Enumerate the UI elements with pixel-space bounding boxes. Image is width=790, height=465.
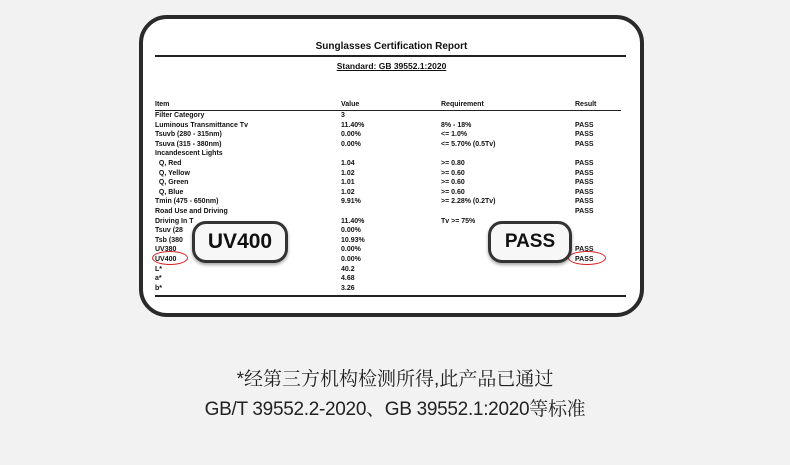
cell-requirement: <= 5.70% (0.5Tv)	[441, 140, 496, 148]
cell-value: 11.40%	[341, 121, 365, 129]
cell-result	[575, 111, 621, 121]
cell-item: Tsuvb (280 - 315nm)	[155, 131, 222, 139]
cell-result: PASS	[575, 169, 594, 177]
cell-requirement: >= 0.80	[441, 159, 465, 167]
report-title: Sunglasses Certification Report	[315, 41, 468, 52]
table-row	[155, 130, 621, 140]
report-standard: Standard: GB 39552.1:2020	[336, 61, 447, 71]
cell-value: 4.68	[341, 275, 355, 283]
cell-item: Driving In T	[155, 217, 194, 225]
table-row	[155, 140, 621, 150]
table-row	[155, 284, 621, 294]
cell-result: PASS	[575, 131, 594, 139]
cell-result	[575, 217, 621, 227]
cell-value: 1.01	[341, 179, 355, 187]
header-result: Result	[575, 100, 621, 111]
cell-value	[341, 207, 441, 217]
header-value: Value	[341, 100, 441, 111]
cell-result	[575, 149, 621, 159]
cell-requirement: >= 0.60	[441, 169, 465, 177]
cell-requirement: >= 2.28% (0.2Tv)	[441, 198, 496, 206]
cell-value: 0.00%	[341, 255, 361, 263]
cell-item: Tsuv (28	[155, 227, 183, 235]
cell-item: Q, Red	[155, 159, 182, 167]
cell-requirement	[441, 207, 575, 217]
cell-requirement	[441, 265, 575, 275]
cell-item: Incandescent Lights	[155, 150, 223, 158]
cell-requirement: >= 0.60	[441, 188, 465, 196]
cell-requirement: Tv >= 75%	[441, 217, 476, 225]
table-row	[155, 149, 621, 159]
cell-value: 0.00%	[341, 140, 361, 148]
table-row	[155, 121, 621, 131]
cell-result: PASS	[575, 246, 594, 254]
table-row	[155, 188, 621, 198]
cell-item: Tsb (380	[155, 236, 183, 244]
cell-requirement: >= 0.60	[441, 179, 465, 187]
cell-value: 11.40%	[341, 217, 365, 225]
table-header-row	[155, 100, 621, 111]
cell-result: PASS	[575, 121, 594, 129]
table-row	[155, 207, 621, 217]
caption-line-1: *经第三方机构检测所得,此产品已通过	[236, 369, 554, 390]
cell-result	[575, 226, 621, 236]
pass-badge: PASS	[488, 221, 572, 263]
cell-value	[341, 149, 441, 159]
cell-item: a*	[155, 275, 162, 283]
cell-item: L*	[155, 265, 162, 273]
cell-result: PASS	[575, 140, 594, 148]
cell-value: 3	[341, 112, 345, 119]
cell-result	[575, 236, 621, 246]
cell-value: 0.00%	[341, 246, 361, 254]
cell-requirement	[441, 111, 575, 121]
cell-result: PASS	[575, 159, 594, 167]
cell-result: PASS	[575, 179, 594, 187]
certification-report-card	[139, 15, 644, 317]
cell-result	[575, 284, 621, 294]
cell-value: 0.00%	[341, 131, 361, 139]
table-row	[155, 178, 621, 188]
cell-value: 1.04	[341, 159, 355, 167]
table-row	[155, 197, 621, 207]
cell-item: Road Use and Driving	[155, 207, 228, 215]
cell-requirement: <= 1.0%	[441, 131, 468, 139]
cell-item: UV400	[155, 255, 177, 263]
cell-result: PASS	[575, 188, 594, 196]
cell-requirement	[441, 274, 575, 284]
uv400-highlight-ring	[152, 251, 188, 265]
table-bottom-divider	[155, 295, 626, 297]
cell-requirement	[441, 284, 575, 294]
table-row	[155, 159, 621, 169]
pass-highlight-ring	[568, 251, 606, 265]
cell-requirement: 8% - 18%	[441, 121, 472, 129]
cell-item: UV380	[155, 246, 177, 254]
cell-value: 1.02	[341, 169, 355, 177]
cell-item: Q, Green	[155, 179, 189, 187]
title-divider	[155, 55, 626, 57]
cell-value: 1.02	[341, 188, 355, 196]
cell-item: b*	[155, 284, 162, 292]
table-row	[155, 169, 621, 179]
results-table	[155, 100, 621, 293]
cell-value: 0.00%	[341, 227, 361, 235]
cell-result: PASS	[575, 198, 594, 206]
cell-result: PASS	[575, 255, 594, 263]
cell-item: Tsuva (315 - 380nm)	[155, 140, 222, 148]
cell-value: 9.91%	[341, 198, 361, 206]
cell-item: Filter Category	[155, 112, 205, 119]
caption-line-2: GB/T 39552.2-2020、GB 39552.1:2020等标准	[204, 399, 586, 420]
header-item: Item	[155, 100, 341, 111]
cell-item: Q, Yellow	[155, 169, 190, 177]
cell-item: Luminous Transmittance Tv	[155, 121, 248, 129]
cell-result	[575, 265, 621, 275]
uv400-badge: UV400	[192, 221, 288, 263]
cell-requirement	[441, 149, 575, 159]
cell-value: 40.2	[341, 265, 355, 273]
cell-result	[575, 274, 621, 284]
cell-value: 3.26	[341, 284, 355, 292]
cell-item: Tmin (475 - 650nm)	[155, 198, 219, 206]
table-row	[155, 111, 621, 121]
table-row	[155, 274, 621, 284]
cell-value: 10.93%	[341, 236, 365, 244]
table-row	[155, 265, 621, 275]
cell-result: PASS	[575, 207, 594, 215]
cell-item: Q, Blue	[155, 188, 184, 196]
header-requirement: Requirement	[441, 100, 575, 111]
